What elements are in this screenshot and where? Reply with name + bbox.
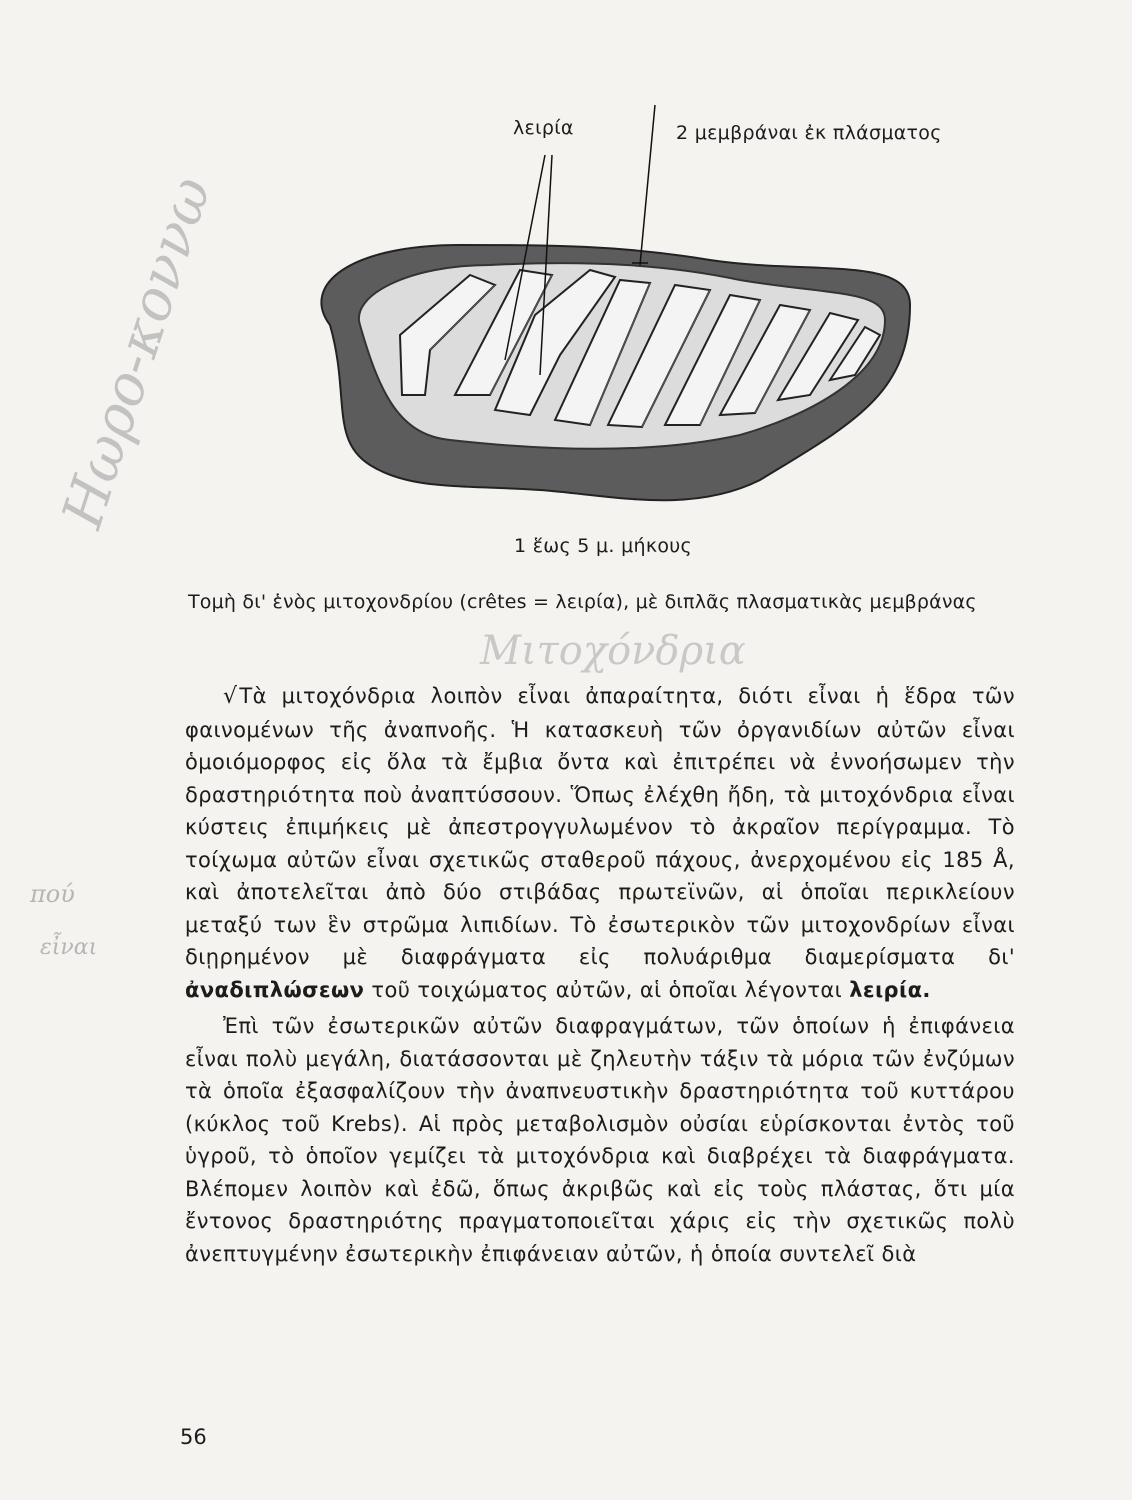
check-mark: √ <box>223 684 238 709</box>
term-folds: ἀναδιπλώσεων <box>185 977 365 1002</box>
paragraph-1-part-1: Τὰ μιτοχόνδρια λοιπὸν εἶναι ἀπαραίτητα, διότι εἶναι ἡ ἕδρα τῶν φαινομένων τῆς ἀναπνοῆς. Ἡ κατασκευὴ τῶν ὀργανιδίων αὐτῶν εἶναι ὁμοιόμορφος εἰς ὅλα τὰ ἔμβια ὄντα καὶ ἐπιτρέπει νὰ ἐννοήσωμεν τὴν δραστηριότητα ποὺ ἀναπτύσσουν. Ὅπως ἐλέχθη ἤδη, τὰ μιτοχόνδρια εἶναι κύστεις ἐπιμήκεις μὲ ἀπεστρογγυλωμένον τὸ ἀκραῖον περίγραμμα. Τὸ τοίχωμα αὐτῶν εἶναι σχετικῶς σταθεροῦ πάχους, ἀνερχομένου εἰς 185 Å, καὶ ἀποτελεῖται ἀπὸ δύο στιβάδας πρωτεϊνῶν, αἱ ὁποῖαι περικλείουν μεταξύ των ἓν στρῶμα λιπιδίων. Τὸ ἐσωτερικὸν τῶν μιτοχονδρίων εἶναι διῃρημένον μὲ διαφράγματα εἰς πολυάριθμα διαμερίσματα δι' <box>185 684 1015 969</box>
left-note-2: εἶναι <box>40 935 98 960</box>
scale-label: 1 ἕως 5 μ. μήκους <box>514 535 692 557</box>
cristae-label: λειρία <box>513 117 574 139</box>
paragraph-2: Ἐπὶ τῶν ἐσωτερικῶν αὐτῶν διαφραγμάτων, τῶν ὁποίων ἡ ἐπιφάνεια εἶναι πολὺ μεγάλη, διατάσσονται μὲ ζηλευτὴν τάξιν τὰ μόρια τῶν ἐνζύμων τὰ ὁποῖα ἐξασφαλίζουν τὴν ἀναπνευστικὴν δραστηριότητα τοῦ κυττάρου (κύκλος τοῦ Krebs). Αἱ πρὸς μεταβολισμὸν οὐσίαι εὑρίσκονται ἐντὸς τοῦ ὑγροῦ, τὸ ὁποῖον γεμίζει τὰ μιτοχόνδρια καὶ διαβρέχει τὰ διαφράγματα. Βλέπομεν λοιπὸν καὶ ἐδῶ, ὅπως ἀκριβῶς καὶ εἰς τοὺς πλάστας, ὅτι μία ἔντονος δραστηριότης πραγματοποιεῖται χάρις εἰς τὴν σχετικῶς πολὺ ἀνεπτυγμένην ἐσωτερικὴν ἐπιφάνειαν αὐτῶν, ἡ ὁποία συντελεῖ διὰ <box>185 1014 1015 1266</box>
margin-handwriting-vertical: Ηωρο-κοννω <box>49 169 225 536</box>
left-note-1: πού <box>30 880 75 908</box>
term-cristae: λειρία. <box>849 977 931 1002</box>
paragraph-1-part-2: τοῦ τοιχώματος αὐτῶν, αἱ ὁποῖαι λέγονται <box>371 977 843 1002</box>
membranes-label: 2 μεμβράναι ἐκ πλάσματος <box>676 122 942 144</box>
page-number: 56 <box>180 1425 207 1449</box>
figure-caption: Τομὴ δι' ἑνὸς μιτοχονδρίου (crêtes = λειρία), μὲ διπλᾶς πλασματικὰς μεμβράνας <box>188 591 977 613</box>
body-text <box>185 680 1015 1270</box>
paragraph-1 <box>185 680 1015 1006</box>
center-handwriting: Μιτοχόνδρια <box>480 628 746 674</box>
mitochondrion-diagram <box>290 95 930 525</box>
